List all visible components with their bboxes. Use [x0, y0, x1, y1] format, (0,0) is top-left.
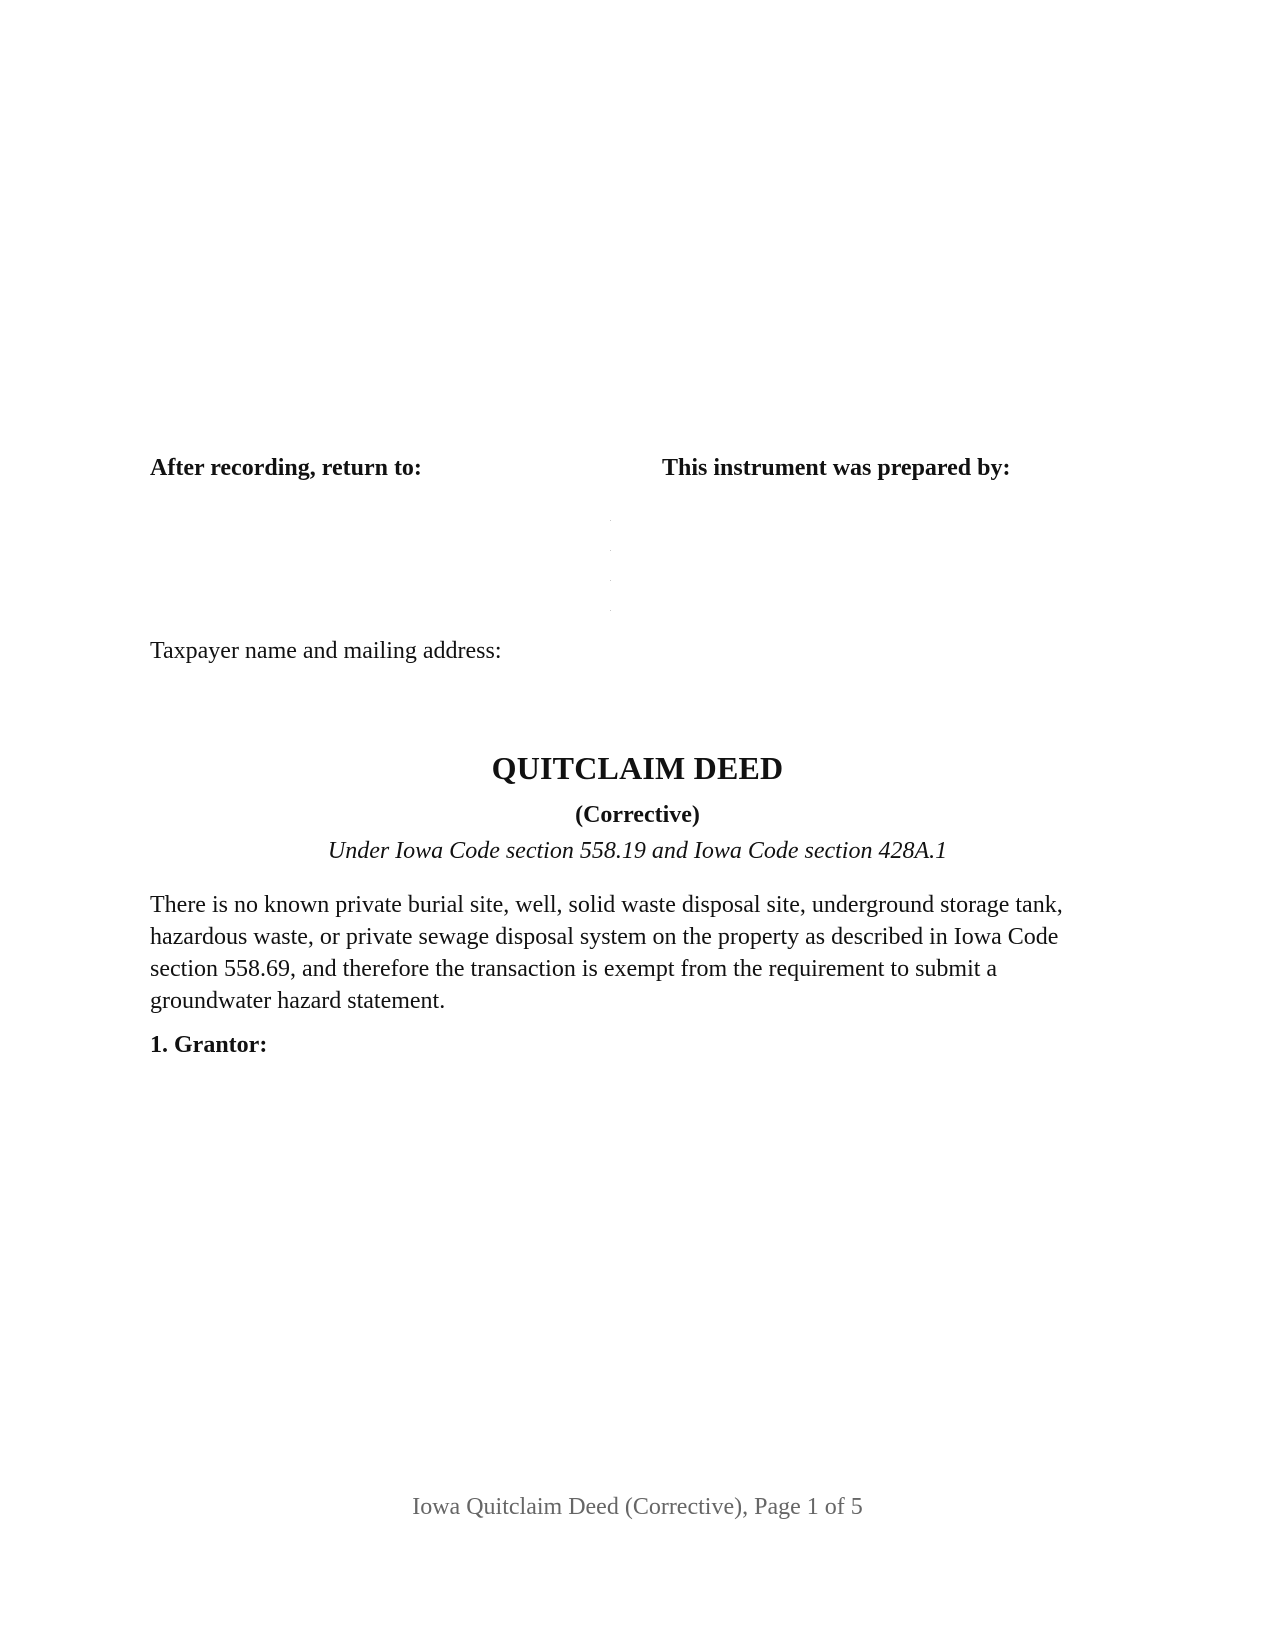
column-divider-dots [610, 520, 612, 620]
document-subtitle: (Corrective) [575, 802, 700, 828]
prepared-by-label: This instrument was prepared by: [662, 455, 1011, 481]
document-title: QUITCLAIM DEED [491, 750, 784, 786]
return-to-label: After recording, return to: [150, 455, 422, 481]
groundwater-statement: There is no known private burial site, well, solid waste disposal site, underground storage tank, hazardous waste, or private sewage disposal system on the property as described in Iowa Code section 558.69, and therefore the transaction is exempt from the requirement to submit a groundwater hazard statement. [150, 892, 1063, 1014]
page-footer: Iowa Quitclaim Deed (Corrective), Page 1 of 5 [412, 1494, 863, 1520]
grantor-heading: 1. Grantor: [150, 1032, 268, 1058]
code-reference: Under Iowa Code section 558.19 and Iowa Code section 428A.1 [327, 838, 948, 864]
taxpayer-label: Taxpayer name and mailing address: [150, 638, 502, 664]
